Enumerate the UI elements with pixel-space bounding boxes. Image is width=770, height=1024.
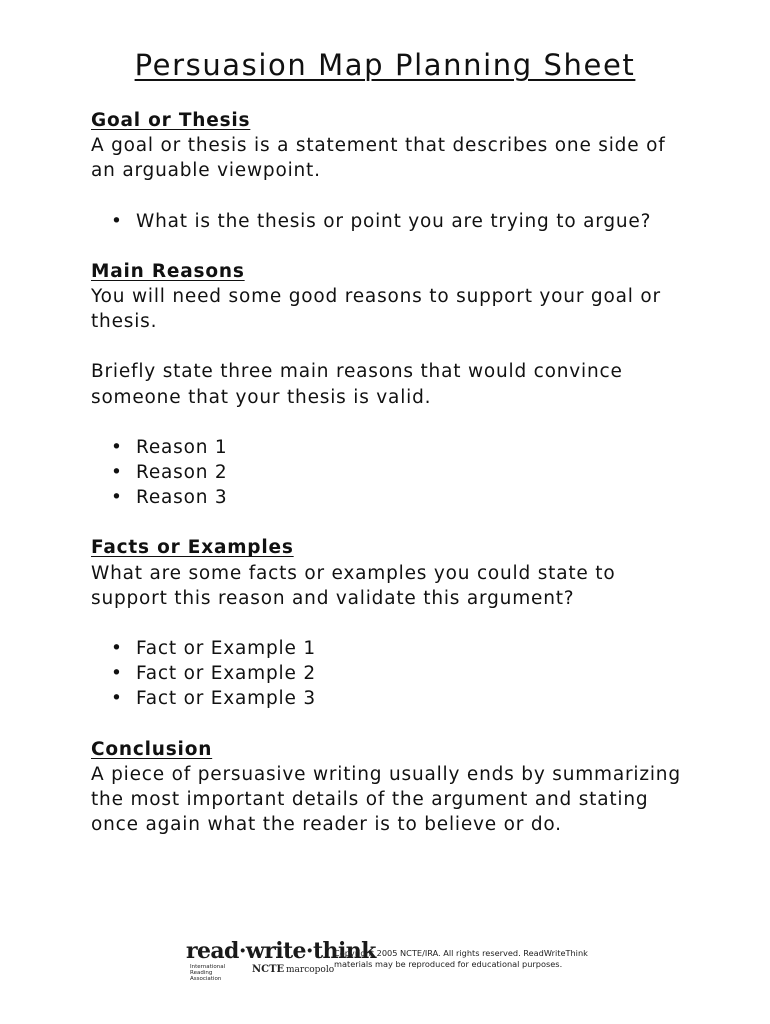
document-body [91, 108, 691, 837]
reasons-heading: Main Reasons [91, 260, 245, 282]
goal-heading: Goal or Thesis [91, 110, 251, 131]
list-item: • Fact or Example 1 [91, 636, 691, 661]
footer [186, 934, 586, 982]
goal-paragraph: A goal or thesis is a statement that describes one side of an arguable viewpoint. [91, 135, 666, 182]
list-item: • Fact or Example 3 [91, 686, 691, 711]
list-item: • Reason 2 [91, 460, 691, 485]
page-title: Persuasion Map Planning Sheet [134, 48, 636, 82]
facts-heading: Facts or Examples [91, 537, 294, 559]
marcopolo-logo: marcopolo [286, 965, 335, 975]
copyright-notice: Copyright 2005 NCTE/IRA. All rights reserved. ReadWriteThink materials may be reproduced for educational purposes. [334, 948, 588, 969]
list-item: • Reason 1 [91, 435, 691, 460]
conclusion-heading: Conclusion [91, 738, 213, 760]
goal-bullet-list [91, 209, 691, 234]
list-item: • Reason 3 [91, 485, 691, 510]
readwritethink-logo: read·write·think [186, 938, 376, 964]
list-item: • What is the thesis or point you are trying to argue? [91, 209, 691, 234]
facts-paragraph: What are some facts or examples you could state to support this reason and validate this argument? [91, 562, 616, 609]
conclusion-paragraph: A piece of persuasive writing usually ends by summarizing the most important details of the argument and stating once again what the reader is to believe or do. [91, 763, 681, 836]
list-item: • Fact or Example 2 [91, 661, 691, 686]
reasons-bullet-list [91, 435, 691, 511]
reasons-paragraph-2: Briefly state three main reasons that would convince someone that your thesis is valid. [91, 361, 623, 408]
ncte-logo: NCTE [252, 964, 285, 975]
facts-bullet-list [91, 636, 691, 712]
reasons-paragraph-1: You will need some good reasons to support your goal or thesis. [91, 286, 661, 333]
ira-logo-text: International Reading Association [190, 964, 226, 982]
